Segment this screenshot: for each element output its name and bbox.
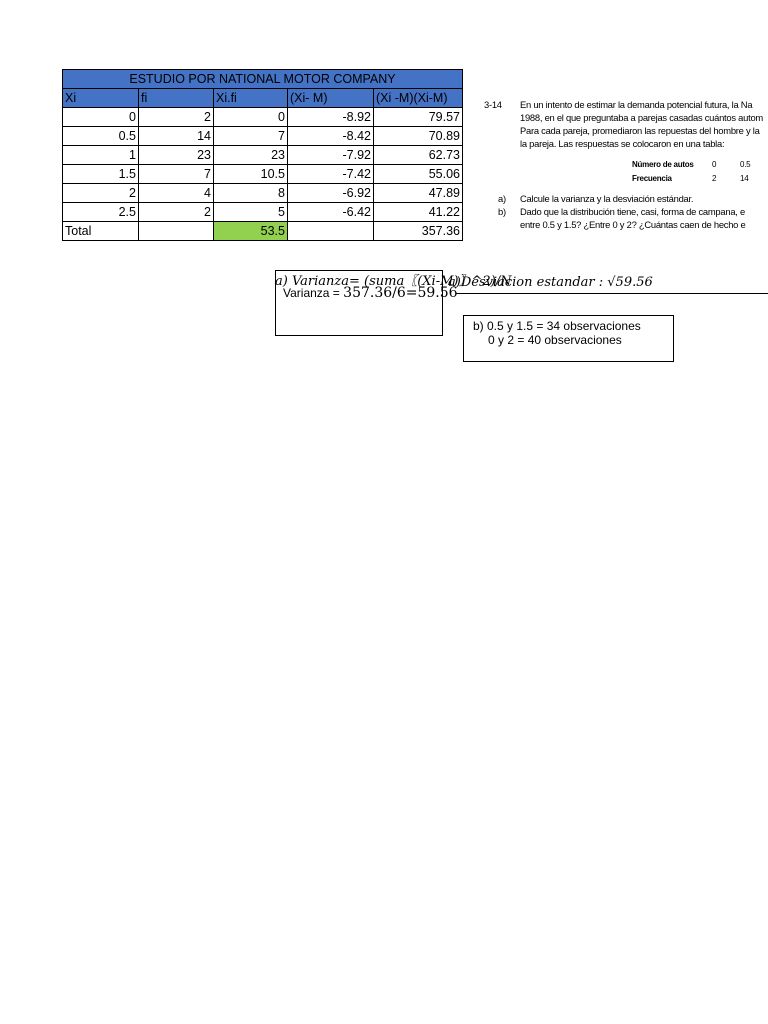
problem-number: 3-14 — [484, 99, 502, 110]
cell-dev[interactable]: -6.42 — [288, 203, 374, 222]
question-text: Calcule la varianza y la desviación estándar. — [520, 193, 694, 204]
table-row — [63, 165, 463, 184]
table-title-row — [63, 70, 463, 89]
question-text: entre 0.5 y 1.5? ¿Entre 0 y 2? ¿Cuántas caen de hecho e — [520, 219, 746, 230]
varianza-label: Varianza = — [283, 286, 344, 300]
cell-sqdev[interactable]: 47.89 — [374, 184, 463, 203]
cell-xifi[interactable]: 23 — [214, 146, 288, 165]
freq-row-frecuencia — [632, 172, 768, 185]
table-total-row — [63, 222, 463, 241]
cell-sqdev[interactable]: 55.06 — [374, 165, 463, 184]
observaciones-textbox[interactable] — [463, 315, 674, 362]
cell-xifi[interactable]: 8 — [214, 184, 288, 203]
freq-row-autos — [632, 158, 768, 171]
cell-fi[interactable]: 4 — [139, 184, 214, 203]
cell-fi[interactable]: 14 — [139, 127, 214, 146]
cell-xifi[interactable]: 7 — [214, 127, 288, 146]
cell-xi[interactable]: 0 — [63, 108, 139, 127]
observaciones-line-2: 0 y 2 = 40 observaciones — [488, 333, 622, 347]
varianza-result — [283, 285, 458, 301]
cell-fi[interactable]: 2 — [139, 108, 214, 127]
cell-xi[interactable]: 1 — [63, 146, 139, 165]
varianza-value: 357.36/6=59.56 — [343, 285, 458, 301]
cell-dev[interactable]: -7.92 — [288, 146, 374, 165]
data-table — [62, 69, 463, 241]
cell-dev[interactable]: -7.42 — [288, 165, 374, 184]
cell-fi[interactable]: 7 — [139, 165, 214, 184]
problem-line: la pareja. Las respuestas se colocaron en una tabla: — [520, 138, 725, 149]
table-row — [63, 108, 463, 127]
freq-value: 0.5 — [740, 160, 751, 169]
table-row — [63, 146, 463, 165]
header-fi[interactable]: fi — [139, 89, 214, 108]
total-empty-fi[interactable] — [139, 222, 214, 241]
table-row — [63, 184, 463, 203]
cell-xi[interactable]: 1.5 — [63, 165, 139, 184]
cell-sqdev[interactable]: 62.73 — [374, 146, 463, 165]
table-row — [63, 127, 463, 146]
cell-dev[interactable]: -8.42 — [288, 127, 374, 146]
problem-line: En un intento de estimar la demanda potencial futura, la Na — [520, 99, 753, 110]
cell-xi[interactable]: 0.5 — [63, 127, 139, 146]
desviacion-underline — [456, 293, 768, 294]
header-xi-minus-m[interactable]: (Xi- M) — [288, 89, 374, 108]
question-label: b) — [498, 206, 506, 217]
cell-xifi[interactable]: 0 — [214, 108, 288, 127]
total-xifi[interactable]: 53.5 — [214, 222, 288, 241]
total-label[interactable]: Total — [63, 222, 139, 241]
cell-dev[interactable]: -6.92 — [288, 184, 374, 203]
cell-dev[interactable]: -8.92 — [288, 108, 374, 127]
freq-value: 14 — [740, 174, 749, 183]
cell-xifi[interactable]: 5 — [214, 203, 288, 222]
cell-fi[interactable]: 23 — [139, 146, 214, 165]
problem-excerpt-image[interactable] — [484, 96, 768, 236]
cell-xi[interactable]: 2 — [63, 184, 139, 203]
desviacion-formula: a)Desviacion estandar : √59.56 — [448, 275, 653, 290]
total-empty-dev[interactable] — [288, 222, 374, 241]
problem-line: 1988, en el que preguntaba a parejas casadas cuántos autom — [520, 112, 763, 123]
table-row — [63, 203, 463, 222]
freq-value: 2 — [712, 174, 717, 183]
question-label: a) — [498, 193, 506, 204]
varianza-formula: a) Varianza= (suma〖(Xi-M)〗^2)/N — [275, 274, 512, 289]
observaciones-line-1: b) 0.5 y 1.5 = 34 observaciones — [473, 319, 641, 333]
table-header-row — [63, 89, 463, 108]
freq-label: Frecuencia — [632, 174, 672, 183]
cell-sqdev[interactable]: 70.89 — [374, 127, 463, 146]
freq-value: 0 — [712, 160, 717, 169]
cell-sqdev[interactable]: 41.22 — [374, 203, 463, 222]
freq-label: Número de autos — [632, 160, 694, 169]
cell-fi[interactable]: 2 — [139, 203, 214, 222]
problem-line: Para cada pareja, promediaron las repuestas del hombre y la — [520, 125, 760, 136]
desviacion-textbox[interactable] — [448, 275, 768, 299]
cell-xi[interactable]: 2.5 — [63, 203, 139, 222]
header-xi[interactable]: Xi — [63, 89, 139, 108]
table-title[interactable]: ESTUDIO POR NATIONAL MOTOR COMPANY — [63, 70, 463, 89]
cell-xifi[interactable]: 10.5 — [214, 165, 288, 184]
total-sum-squares[interactable]: 357.36 — [374, 222, 463, 241]
question-text: Dado que la distribución tiene, casi, forma de campana, e — [520, 206, 745, 217]
varianza-textbox[interactable] — [275, 270, 512, 336]
header-squared-dev[interactable]: (Xi -M)(Xi-M) — [374, 89, 463, 108]
header-xifi[interactable]: Xi.fi — [214, 89, 288, 108]
cell-sqdev[interactable]: 79.57 — [374, 108, 463, 127]
